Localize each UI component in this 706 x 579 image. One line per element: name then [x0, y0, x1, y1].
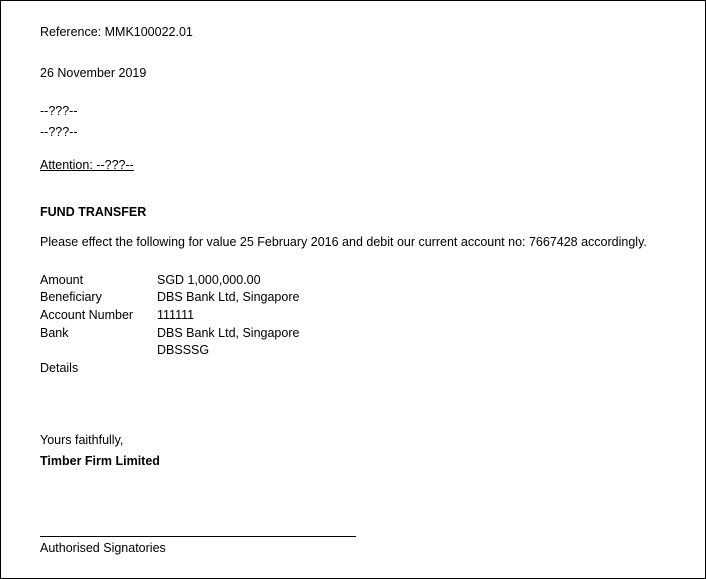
authorised-signatories: Authorised Signatories [40, 541, 166, 555]
beneficiary-value: DBS Bank Ltd, Singapore [157, 290, 300, 304]
amount-label: Amount [40, 273, 84, 287]
letter-date: 26 November 2019 [40, 66, 147, 80]
company-name: Timber Firm Limited [40, 454, 160, 468]
bank-code-value: DBSSSG [157, 343, 210, 357]
address-line-1: --???-- [40, 104, 78, 118]
account-number-label: Account Number [40, 308, 134, 322]
details-label: Details [40, 361, 79, 375]
instruction-text: Please effect the following for value 25 February 2016 and debit our current account no: 7667428 accordingly. [40, 235, 647, 249]
attention-line: Attention: --???-- [40, 158, 134, 172]
closing-salutation: Yours faithfully, [40, 433, 124, 447]
bank-value: DBS Bank Ltd, Singapore [157, 326, 300, 340]
letter-heading: FUND TRANSFER [40, 205, 147, 219]
signature-line [40, 536, 356, 537]
reference-number: Reference: MMK100022.01 [40, 25, 193, 39]
amount-value: SGD 1,000,000.00 [157, 273, 261, 287]
address-line-2: --???-- [40, 125, 78, 139]
bank-label: Bank [40, 326, 69, 340]
beneficiary-label: Beneficiary [40, 290, 102, 304]
account-number-value: 111111 [157, 308, 195, 322]
